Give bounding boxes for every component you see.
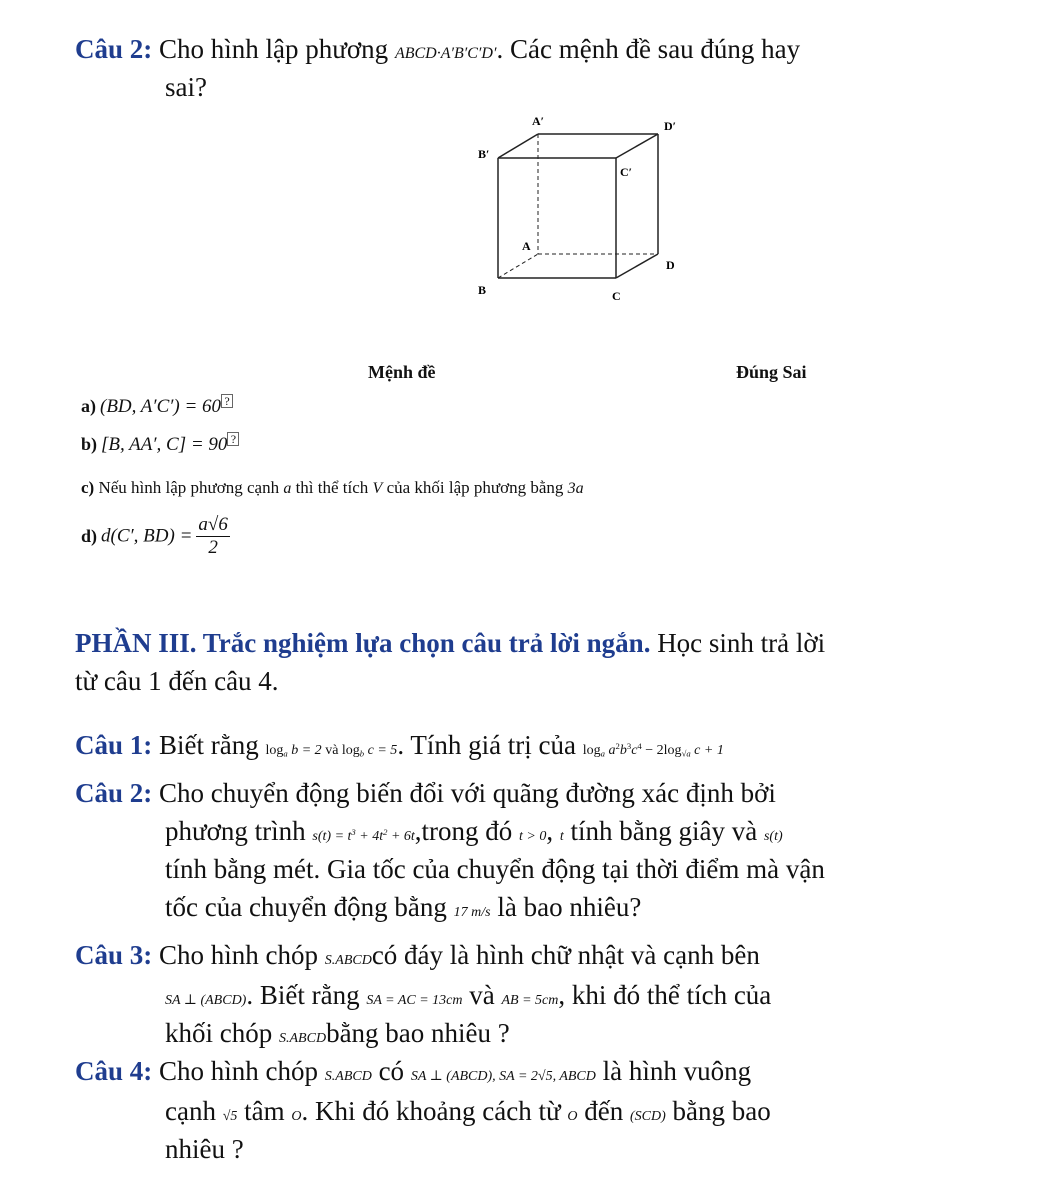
q1-label: Câu 1: xyxy=(75,730,153,760)
value-3a: 3a xyxy=(567,480,584,497)
label-D-prime: D′ xyxy=(664,119,677,133)
edge-BA xyxy=(498,254,538,278)
q3-label: Câu 3: xyxy=(75,940,153,970)
var-a: a xyxy=(283,480,292,497)
missing-glyph-icon: ? xyxy=(227,432,239,446)
statement-label: d) xyxy=(81,526,98,546)
q2-equation: $s(t) = t^3 + 4t^2 + 6t$ xyxy=(312,827,415,844)
fraction-numerator: a√6 xyxy=(198,514,228,535)
statement-label: b) xyxy=(81,434,98,455)
edge-B'A' xyxy=(498,134,538,158)
part3-title: PHẦN III. Trắc nghiệm lựa chọn câu trả lời ngắn. xyxy=(75,628,651,658)
q2-line1: Câu 2: Cho chuyển động biến đổi với quãng đường xác định bởi xyxy=(75,778,776,808)
q4-line1: Câu 4: Cho hình chóp S.ABCD có SA ⊥ (ABCD), SA = 2√5, ABCD là hình vuông xyxy=(75,1056,752,1086)
label-C-prime: C′ xyxy=(620,165,633,179)
cube-figure xyxy=(470,110,700,310)
q2-line4: tốc của chuyển động bằng 17 m/s là bao nhiêu? xyxy=(165,892,642,922)
q2-line3: tính bằng mét. Gia tốc của chuyển động tại thời điểm mà vận xyxy=(165,854,825,884)
part3-instruction: Học sinh trả lời xyxy=(657,628,826,658)
label-B: B xyxy=(478,283,487,297)
q2-header-line1 xyxy=(75,34,800,65)
q2-text-before: Cho hình lập phương xyxy=(159,34,389,64)
label-A-prime: A′ xyxy=(532,114,545,128)
label-A: A xyxy=(522,239,531,253)
q2-text-after: . Các mệnh đề sau đúng hay xyxy=(496,34,801,64)
q1-line: Câu 1: Biết rằng $\log_a b = 2$ và $\log_b c = 5$. Tính giá trị của $\log_a a^2b^3c^4 - 2\log_{√a}$ c + 1 xyxy=(75,730,724,760)
statement-expr: (BD, A′C′) = 60 xyxy=(100,396,222,418)
table-header-true-false: Đúng Sai xyxy=(736,362,807,382)
q4-line3: nhiêu ? xyxy=(165,1134,244,1164)
q3-line2: SA ⊥ (ABCD). Biết rằng SA = AC = 13cm và AB = 5cm, khi đó thể tích của xyxy=(165,980,772,1010)
statement-expr: [B, AA′, C] = 90 xyxy=(101,434,228,456)
label-D: D xyxy=(666,258,675,272)
statement-text: thì thể tích xyxy=(295,478,369,497)
statement-expr: d(C′, BD) = xyxy=(101,525,193,547)
var-v: V xyxy=(372,480,383,497)
statement-label: c) xyxy=(81,478,95,497)
statement-text: Nếu hình lập phương cạnh xyxy=(98,478,280,497)
q1-cond1: $\log_a b = 2$ và $\log_b c = 5$ xyxy=(265,743,398,759)
edge-C'D' xyxy=(616,134,658,158)
statement-b xyxy=(81,432,239,456)
q3-line3: khối chóp S.ABCDbằng bao nhiêu ? xyxy=(165,1018,510,1048)
q1-expression: $\log_a a^2b^3c^4 - 2\log_{√a}$ c + 1 xyxy=(582,741,724,759)
q2-label: Câu 2: xyxy=(75,34,153,64)
label-B-prime: B′ xyxy=(478,147,490,161)
statement-c xyxy=(81,478,584,498)
edge-CD xyxy=(616,254,658,278)
statement-a xyxy=(81,394,233,418)
label-C: C xyxy=(612,289,621,303)
cube-name: ABCD·A′B′C′D′ xyxy=(394,45,497,62)
part3-line1 xyxy=(75,628,825,659)
q3-line1: Câu 3: Cho hình chóp S.ABCDcó đáy là hình chữ nhật và cạnh bên xyxy=(75,940,760,970)
fraction xyxy=(196,514,229,559)
q2-line2: phương trình $s(t) = t^3 + 4t^2$ + 6t,trong đó t > 0, t tính bằng giây và s(t) xyxy=(165,816,783,846)
missing-glyph-icon: ? xyxy=(221,394,233,408)
fraction-denominator: 2 xyxy=(208,537,218,558)
part3-line2: từ câu 1 đến câu 4. xyxy=(75,666,279,696)
table-header-statement: Mệnh đề xyxy=(368,362,436,382)
q4-line2: cạnh √5 tâm O. Khi đó khoảng cách từ O đến (SCD) bằng bao xyxy=(165,1096,771,1126)
q4-label: Câu 4: xyxy=(75,1056,153,1086)
q2b-label: Câu 2: xyxy=(75,778,153,808)
statement-d xyxy=(81,514,230,559)
statement-text: của khối lập phương bằng xyxy=(386,478,564,497)
statement-label: a) xyxy=(81,396,96,417)
q2-header-line2: sai? xyxy=(165,72,207,102)
